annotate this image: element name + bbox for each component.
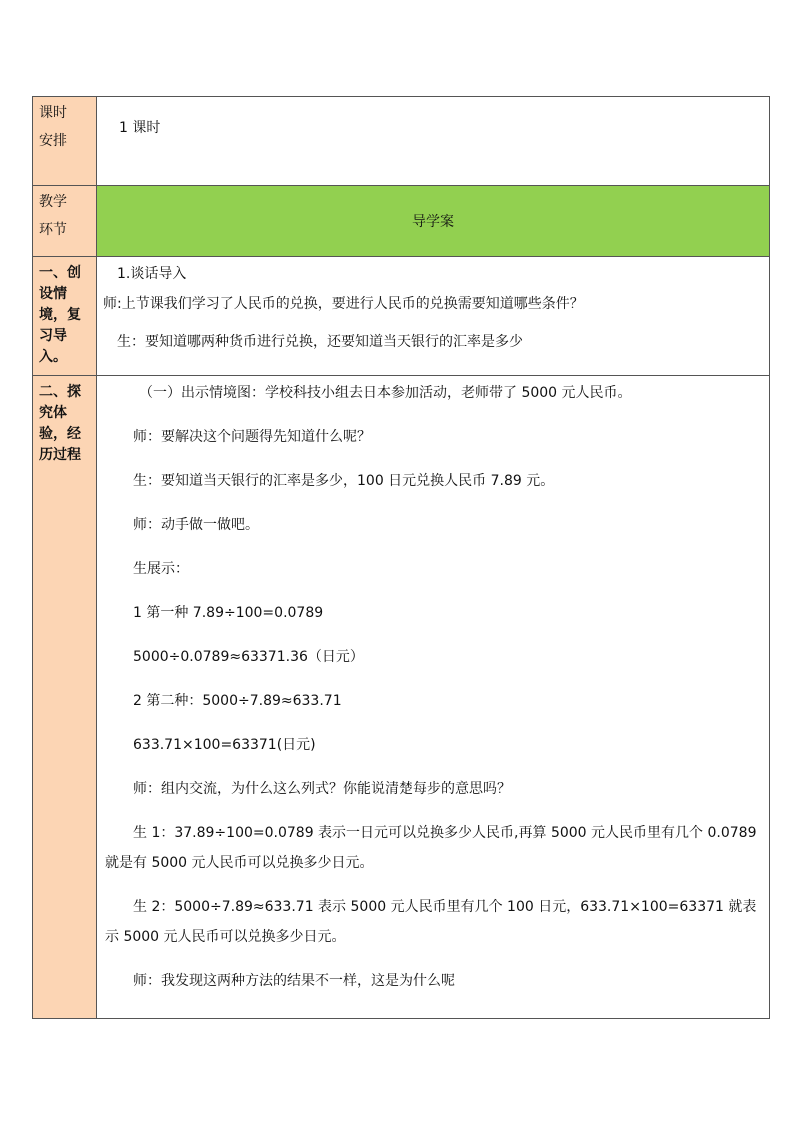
explore-line: 师：动手做一做吧。: [133, 517, 259, 533]
content-explore: [97, 376, 770, 1019]
intro-line: 师:上节课我们学习了人民币的兑换，要进行人民币的兑换需要知道哪些条件？: [103, 296, 584, 312]
explore-line: 2 第二种：5000÷7.89≈633.71: [133, 693, 342, 709]
label-section-line2: 环节: [39, 222, 67, 238]
label-schedule-line1: 课时: [39, 105, 67, 121]
intro-line: 1.谈话导入: [117, 266, 187, 282]
explore-line: [97, 892, 769, 952]
section-header: [97, 186, 770, 257]
row-intro: [33, 257, 770, 376]
label-section: [33, 186, 97, 257]
label-explore: [33, 376, 97, 1019]
explore-line: 生展示：: [133, 561, 189, 577]
label-intro-text: 一、创设情境，复习导入。: [39, 265, 81, 365]
schedule-value-text: 1 课时: [119, 120, 161, 136]
label-explore-text: 二、探究体验，经历过程: [39, 384, 81, 463]
label-intro: [33, 257, 97, 376]
explore-line-text: 生 1：37.89÷100=0.0789 表示一日元可以兑换多少人民币,再算 5000 元人民币里有几个 0.0789 就是有 5000 元人民币可以兑换多少日元。: [105, 825, 757, 871]
explore-line: 师：组内交流，为什么这么列式？你能说清楚每步的意思吗？: [133, 781, 511, 797]
label-schedule: [33, 97, 97, 186]
explore-line: 师：我发现这两种方法的结果不一样，这是为什么呢: [133, 973, 455, 989]
explore-line: 生：要知道当天银行的汇率是多少，100 日元兑换人民币 7.89 元。: [133, 473, 555, 489]
label-schedule-line2: 安排: [39, 133, 67, 149]
row-explore: [33, 376, 770, 1019]
value-schedule: [97, 97, 770, 186]
explore-line: [97, 818, 769, 878]
lesson-plan-table: [32, 96, 770, 1019]
label-section-line1: 教学: [39, 194, 67, 210]
section-header-text: 导学案: [412, 214, 454, 230]
row-section: [33, 186, 770, 257]
content-intro: [97, 257, 770, 376]
explore-line: 师：要解决这个问题得先知道什么呢？: [133, 429, 371, 445]
explore-line-text: 生 2：5000÷7.89≈633.71 表示 5000 元人民币里有几个 100 日元，633.71×100=63371 就表示 5000 元人民币可以兑换多少日元。: [105, 899, 757, 945]
explore-line: 1 第一种 7.89÷100=0.0789: [133, 605, 324, 621]
explore-line: 633.71×100=63371(日元): [133, 737, 316, 753]
row-schedule: [33, 97, 770, 186]
intro-line: 生：要知道哪两种货币进行兑换，还要知道当天银行的汇率是多少: [117, 334, 523, 350]
explore-line: 5000÷0.0789≈63371.36（日元）: [133, 649, 364, 665]
explore-line: （一）出示情境图：学校科技小组去日本参加活动，老师带了 5000 元人民币。: [139, 385, 632, 401]
